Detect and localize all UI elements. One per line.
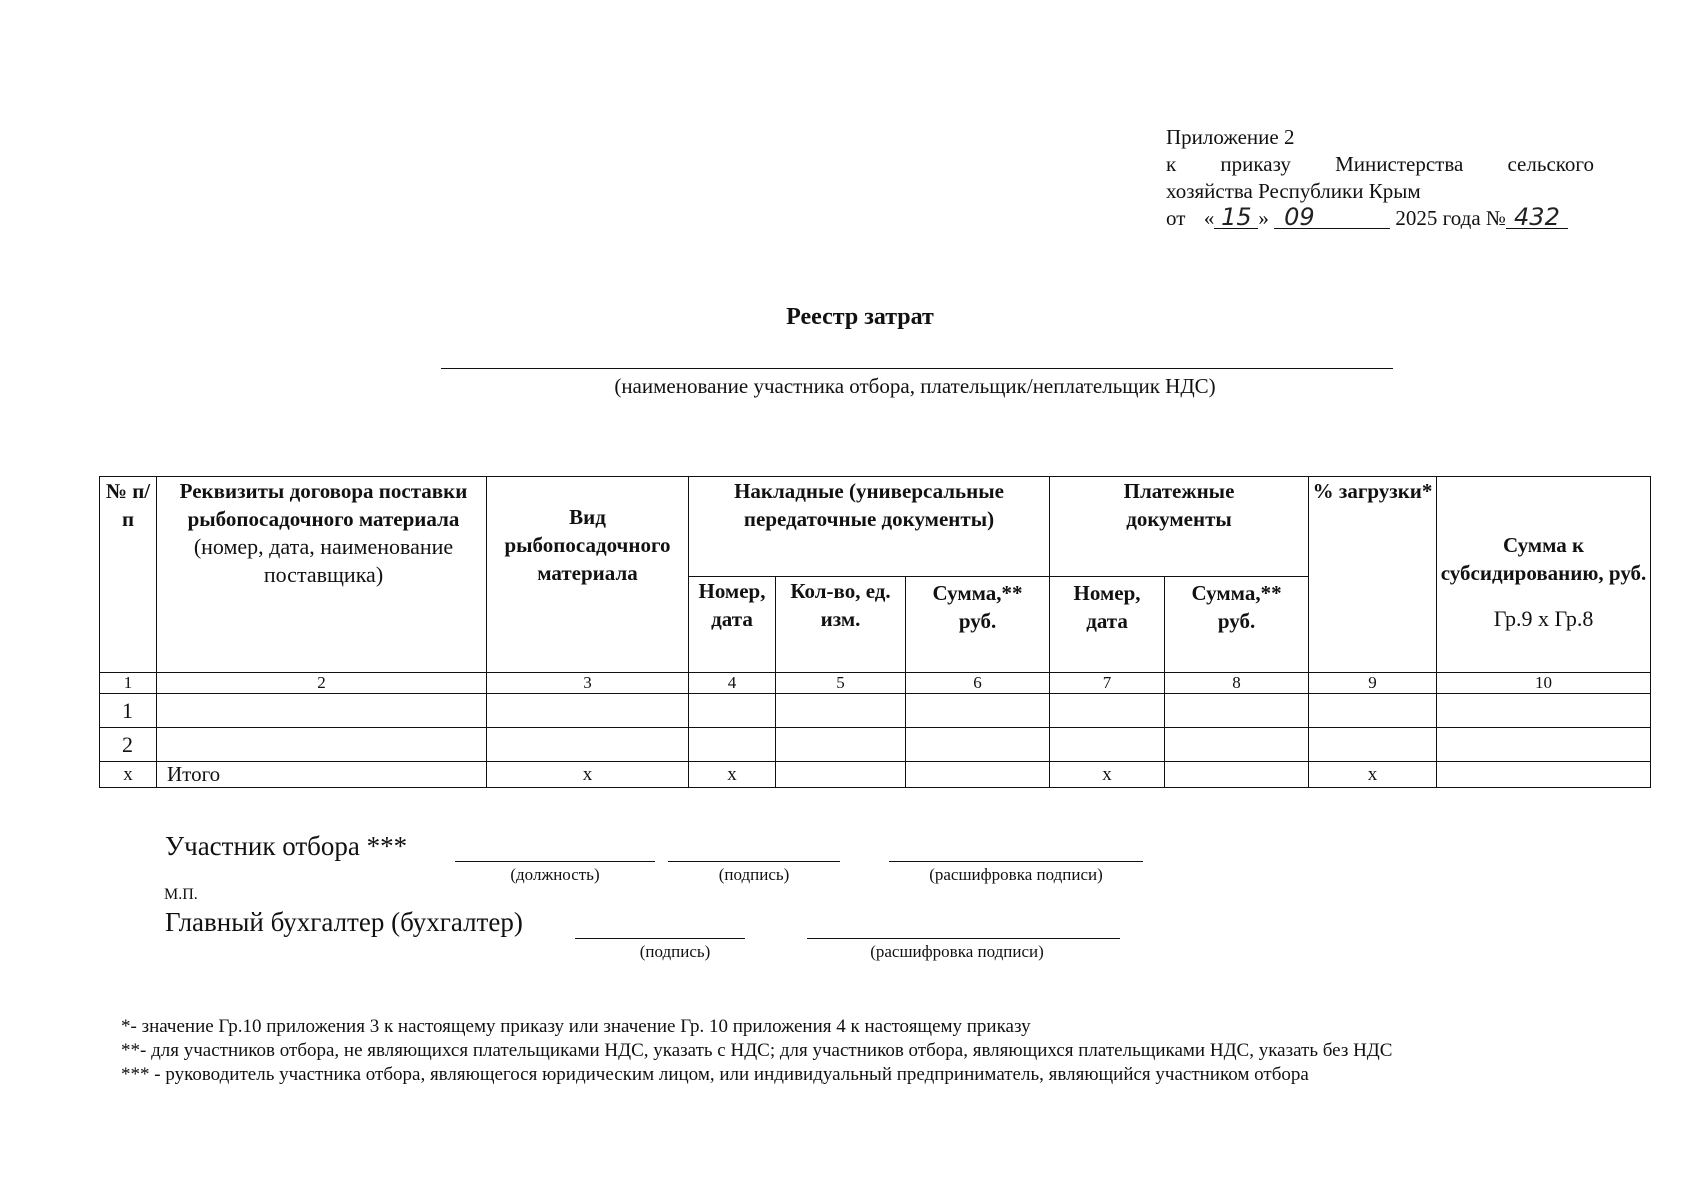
header-subsidy xyxy=(1437,477,1651,673)
handwritten-number: 432 xyxy=(1506,206,1568,229)
handwritten-month: 09 xyxy=(1274,206,1390,229)
footnote: *- значение Гр.10 приложения 3 к настоящему приказу или значение Гр. 10 приложения 4 к настоящему приказу xyxy=(121,1016,1031,1037)
header-invoice-sum: Сумма,** руб. xyxy=(906,577,1050,673)
table-cell xyxy=(157,728,487,762)
table-cell xyxy=(776,728,906,762)
column-number: 4 xyxy=(689,673,776,694)
open-quote: « xyxy=(1203,206,1215,230)
signature-decode-caption: (расшифровка подписи) xyxy=(929,865,1103,884)
header-material-type: Вид рыбопосадочного материала xyxy=(487,477,689,673)
appendix-word: Министерства xyxy=(1335,152,1464,176)
header-load-percent: % загрузки* xyxy=(1309,477,1437,673)
signature-decode-line xyxy=(889,861,1143,862)
header-num: № п/п xyxy=(100,477,157,673)
table-cell xyxy=(1165,728,1309,762)
appendix-line-3: хозяйства Республики Крым xyxy=(1166,179,1421,203)
accountant-signature-line xyxy=(575,938,745,939)
appendix-line-2 xyxy=(1166,151,1594,178)
footnote: *** - руководитель участника отбора, являющегося юридическим лицом, или индивидуальный предприниматель, являющийся участником отбора xyxy=(121,1064,1309,1085)
stamp-place-label: М.П. xyxy=(164,886,198,903)
header-subsidy-formula: Гр.9 х Гр.8 xyxy=(1493,606,1594,631)
total-cell: х xyxy=(487,762,689,788)
total-cell xyxy=(1165,762,1309,788)
header-invoices: Накладные (универсальные передаточные документы) xyxy=(689,477,1050,577)
appendix-word: приказу xyxy=(1220,152,1291,176)
participant-name-caption: (наименование участника отбора, плательщик/неплательщик НДС) xyxy=(614,374,1216,398)
total-label: Итого xyxy=(157,762,487,788)
column-number: 5 xyxy=(776,673,906,694)
table-cell xyxy=(1309,694,1437,728)
date-prefix: от xyxy=(1166,206,1186,230)
participant-name-line xyxy=(441,368,1393,369)
table-cell xyxy=(487,694,689,728)
row-index: 2 xyxy=(100,728,157,762)
accountant-signature-label: Главный бухгалтер (бухгалтер) xyxy=(165,907,523,937)
participant-signature-label: Участник отбора *** xyxy=(165,831,408,861)
total-cell: х xyxy=(689,762,776,788)
row-index: 1 xyxy=(100,694,157,728)
table-cell xyxy=(689,728,776,762)
table-cell xyxy=(906,694,1050,728)
header-contract-subtitle: (номер, дата, наименование поставщика) xyxy=(193,534,454,587)
appendix-word: сельского xyxy=(1507,152,1594,176)
signature-line xyxy=(668,861,840,862)
table-cell xyxy=(157,694,487,728)
header-invoice-qty: Кол-во, ед. изм. xyxy=(776,577,906,673)
close-quote: » xyxy=(1258,206,1269,230)
column-number-row xyxy=(100,673,1651,694)
header-payment-number: Номер, дата xyxy=(1050,577,1165,673)
column-number: 9 xyxy=(1309,673,1437,694)
header-payments: Платежные документы xyxy=(1050,477,1309,577)
total-cell xyxy=(906,762,1050,788)
appendix-word: к xyxy=(1166,152,1177,176)
accountant-signature-caption: (подпись) xyxy=(639,942,711,961)
table-cell xyxy=(1050,728,1165,762)
header-subsidy-title: Сумма к субсидированию, руб. xyxy=(1440,533,1647,585)
appendix-header xyxy=(1166,124,1594,232)
header-payment-sum: Сумма,** руб. xyxy=(1165,577,1309,673)
column-number: 6 xyxy=(906,673,1050,694)
position-line xyxy=(455,861,655,862)
signature-caption: (подпись) xyxy=(718,865,790,884)
header-contract-title: Реквизиты договора поставки рыбопосадочного материала xyxy=(179,479,468,531)
position-caption: (должность) xyxy=(510,865,600,884)
table-cell xyxy=(1050,694,1165,728)
header-contract xyxy=(157,477,487,673)
total-cell xyxy=(776,762,906,788)
table-cell xyxy=(1309,728,1437,762)
accountant-decode-line xyxy=(807,938,1120,939)
footnotes xyxy=(121,1015,1601,1087)
total-cell: х xyxy=(1309,762,1437,788)
table-row xyxy=(100,694,1651,728)
total-row xyxy=(100,762,1651,788)
table-cell xyxy=(1437,728,1651,762)
table-cell xyxy=(689,694,776,728)
table-cell xyxy=(1437,694,1651,728)
table-cell xyxy=(776,694,906,728)
total-cell: х xyxy=(1050,762,1165,788)
column-number: 2 xyxy=(157,673,487,694)
appendix-line-1: Приложение 2 xyxy=(1166,125,1295,149)
total-cell xyxy=(1437,762,1651,788)
document-title: Реестр затрат xyxy=(786,304,934,330)
handwritten-day: 15 xyxy=(1214,206,1258,229)
table-cell xyxy=(487,728,689,762)
footnote: **- для участников отбора, не являющихся плательщиками НДС, указать с НДС; для участников отбора, являющихся плательщиками НДС, указать без НДС xyxy=(121,1040,1393,1061)
header-invoice-number: Номер, дата xyxy=(689,577,776,673)
table-row xyxy=(100,728,1651,762)
column-number: 10 xyxy=(1437,673,1651,694)
column-number: 3 xyxy=(487,673,689,694)
year-text: 2025 года № xyxy=(1395,206,1506,230)
appendix-date-line xyxy=(1166,205,1594,232)
column-number: 7 xyxy=(1050,673,1165,694)
column-number: 8 xyxy=(1165,673,1309,694)
table-cell xyxy=(906,728,1050,762)
total-index: х xyxy=(100,762,157,788)
table-cell xyxy=(1165,694,1309,728)
cost-registry-table xyxy=(99,476,1651,788)
accountant-decode-caption: (расшифровка подписи) xyxy=(870,942,1044,961)
column-number: 1 xyxy=(100,673,157,694)
